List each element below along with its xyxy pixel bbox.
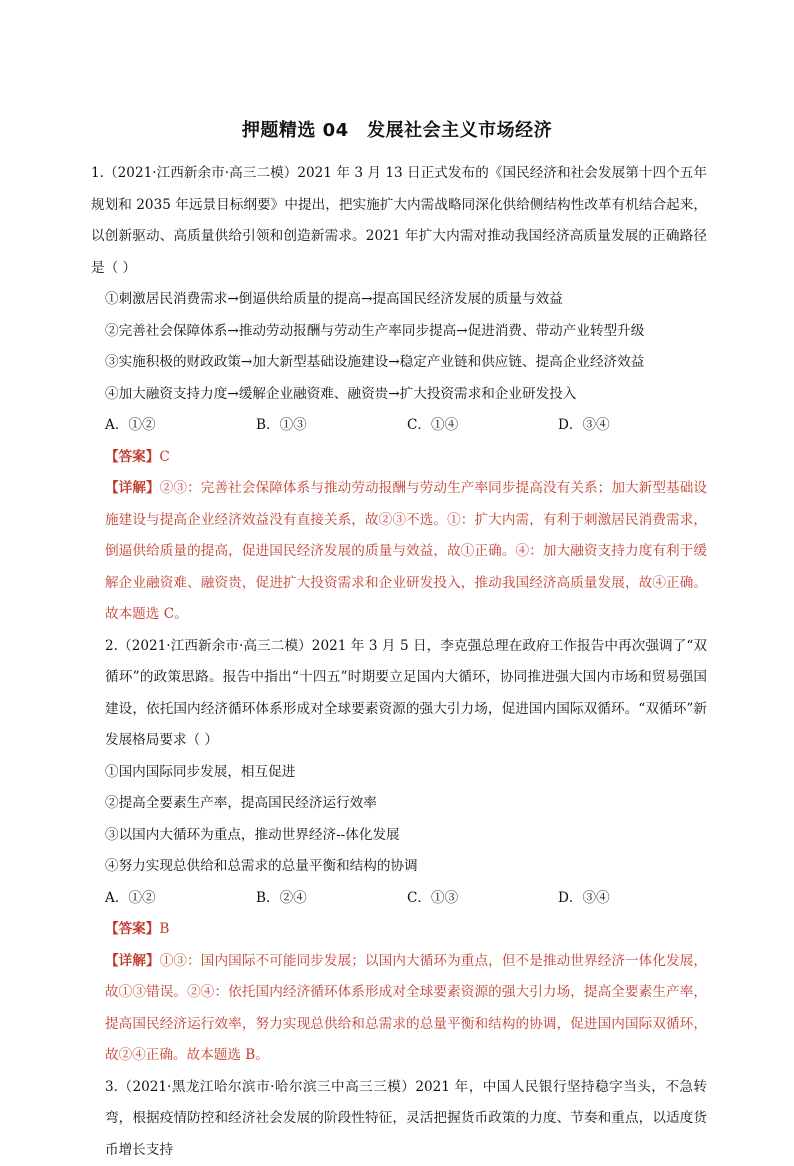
- question-2-stem: 2.（2021·江西新余市·高三二模）2021 年 3 月 5 日，李克强总理在政府工作报告中再次强调了“双循环”的政策思路。报告中指出“十四五”时期要立足国内大循环，协同推进强大国内市场和贸易强国建设，依托国内经济循环体系形成对全球要素资源的强大引力场，促进国内国际双循环。“双循环”新发展格局要求（ ）: [91, 631, 707, 757]
- q2-answer: [91, 914, 707, 946]
- q2-answer-label: 【答案】: [105, 921, 159, 937]
- q2-item-4: ④努力实现总供给和总需求的总量平衡和结构的协调: [91, 851, 707, 883]
- q2-item-3: ③以国内大循环为重点，推动世界经济--体化发展: [91, 820, 707, 852]
- question-3-stem: 3.（2021·黑龙江哈尔滨市·哈尔滨三中高三三模）2021 年，中国人民银行坚持稳字当头，不急转弯，根据疫情防控和经济社会发展的阶段性特征，灵活把握货币政策的力度、节奏和重点，以适度货币增长支持: [91, 1072, 707, 1166]
- q1-option-c: C．①④: [407, 410, 558, 442]
- q2-item-2: ②提高全要素生产率，提高国民经济运行效率: [91, 788, 707, 820]
- q1-option-a: A．①②: [105, 410, 256, 442]
- q2-detail-label: 【详解】: [105, 953, 160, 969]
- q1-answer-value: C: [159, 449, 169, 465]
- q1-option-d: D．③④: [558, 410, 709, 442]
- q1-answer-label: 【答案】: [105, 449, 159, 465]
- q1-options: [91, 410, 707, 442]
- question-1-stem: 1.（2021·江西新余市·高三二模）2021 年 3 月 13 日正式发布的《国民经济和社会发展第十四个五年规划和 2035 年远景目标纲要》中提出，把实施扩大内需战略同深化供给侧结构性改革有机结合起来，以创新驱动、高质量供给引领和创造新需求。2021 年扩大内需对推动我国经济高质量发展的正确路径是（ ）: [91, 158, 707, 284]
- q1-answer: [91, 442, 707, 474]
- page-title: 押题精选 04 发展社会主义市场经济: [0, 116, 794, 142]
- q2-item-1: ①国内国际同步发展，相互促进: [91, 757, 707, 789]
- q2-detail-text: ①③：国内国际不可能同步发展；以国内大循环为重点，但不是推动世界经济一体化发展，故①③错误。②④：依托国内经济循环体系形成对全球要素资源的强大引力场，提高全要素生产率，提高国民经济运行效率，努力实现总供给和总需求的总量平衡和结构的协调，促进国内国际双循环，故②④正确。故本题选 B。: [105, 953, 707, 1064]
- q1-item-2: ②完善社会保障体系→推动劳动报酬与劳动生产率同步提高→促进消费、带动产业转型升级: [91, 316, 707, 348]
- q2-option-b: B．②④: [256, 883, 407, 915]
- q2-option-a: A．①②: [105, 883, 256, 915]
- q1-detail-label: 【详解】: [105, 480, 160, 496]
- q2-options: [91, 883, 707, 915]
- q1-item-1: ①刺激居民消费需求→倒逼供给质量的提高→提高国民经济发展的质量与效益: [91, 284, 707, 316]
- q1-option-b: B．①③: [256, 410, 407, 442]
- q2-option-d: D．③④: [558, 883, 709, 915]
- q2-option-c: C．①③: [407, 883, 558, 915]
- q2-detail: [91, 946, 707, 1072]
- q1-detail-text: ②③：完善社会保障体系与推动劳动报酬与劳动生产率同步提高没有关系；加大新型基础设施建设与提高企业经济效益没有直接关系，故②③不选。①：扩大内需，有利于刺激居民消费需求，倒逼供给质量的提高，促进国民经济发展的质量与效益，故①正确。④：加大融资支持力度有利于缓解企业融资难、融资贵，促进扩大投资需求和企业研发投入，推动我国经济高质量发展，故④正确。故本题选 C。: [105, 480, 707, 622]
- q2-answer-value: B: [159, 921, 169, 937]
- q1-detail: [91, 473, 707, 631]
- q1-item-3: ③实施积极的财政政策→加大新型基础设施建设→稳定产业链和供应链、提高企业经济效益: [91, 347, 707, 379]
- q1-item-4: ④加大融资支持力度→缓解企业融资难、融资贵→扩大投资需求和企业研发投入: [91, 379, 707, 411]
- question-content: [91, 158, 707, 1166]
